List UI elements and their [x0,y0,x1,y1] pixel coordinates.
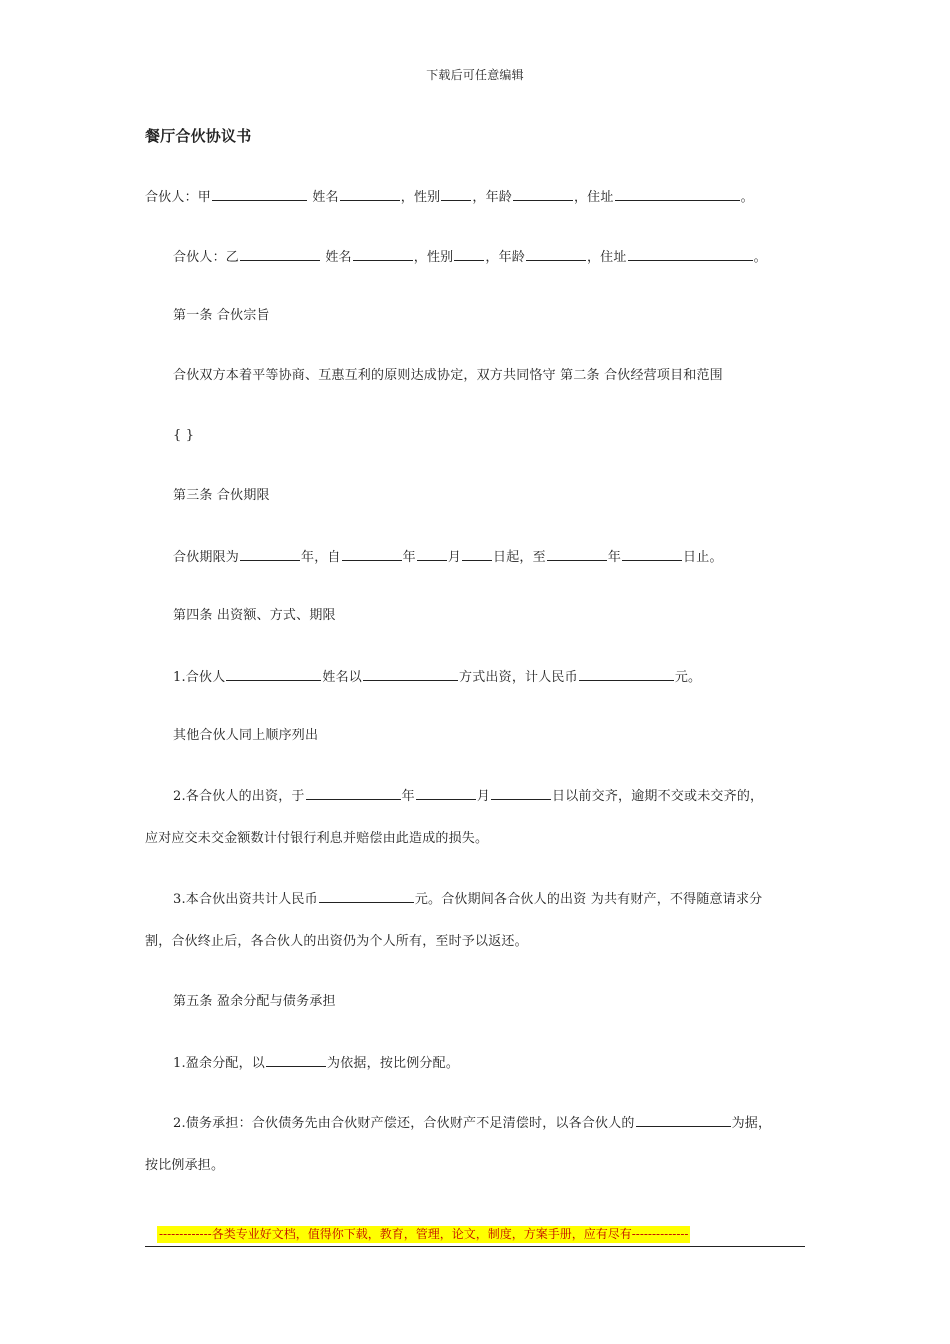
partner-b-end: 。 [753,250,767,265]
partner-b-gender-blank [454,247,484,261]
partner-a-line [145,187,754,207]
partner-b-age-blank [526,247,586,261]
partner-a-blank [212,187,307,201]
end-year-label: 年 [607,550,622,565]
article-5-item-2 [173,1113,771,1133]
item1-partner-blank [226,667,321,681]
footer-banner [145,1226,805,1247]
start-day-label: 日起，至 [493,550,546,565]
partner-a-gender-blank [441,187,471,201]
partner-b-prefix: 合伙人：乙 [173,250,240,265]
term-years-label: 年，自 [301,550,341,565]
article-4-item-1 [173,667,701,687]
article-4-heading: 第四条 出资额、方式、期限 [173,608,336,623]
start-month-blank [417,547,447,561]
partner-b-name-label: 姓名 [325,250,352,265]
partner-b-address-label: ，住址 [586,250,627,265]
item1-amount-blank [579,667,674,681]
partner-b-address-blank [628,247,753,261]
item2-day-label: 日以前交齐，逾期不交或未交齐的， [552,789,764,804]
partner-a-address-blank [615,187,740,201]
article-4-item-3 [173,889,762,909]
document-title: 餐厅合伙协议书 [145,127,252,145]
item2-label: 2.各合伙人的出资，于 [173,789,305,804]
partner-a-address-label: ，住址 [573,190,614,205]
profit-basis-blank [266,1053,326,1067]
page-header: 下载后可任意编辑 [426,68,524,82]
partner-b-name-blank [353,247,413,261]
item2-day-blank [491,786,551,800]
partner-a-name-blank [340,187,400,201]
item2-year-label: 年 [401,789,415,804]
partner-b-blank [240,247,320,261]
item1-method-blank [363,667,458,681]
end-day-blank [622,547,682,561]
item3-amount-blank [319,889,414,903]
article-5-item-2-cont: 按比例承担。 [145,1158,225,1173]
debt-text: 为据， [731,1116,772,1131]
item1-amount-label: 元。 [674,670,702,685]
article-3-term-line [173,547,723,567]
end-day-label: 日止。 [683,550,723,565]
item3-text: 元。合伙期间各合伙人的出资 为共有财产，不得随意请求分 [414,892,763,907]
article-4-note: 其他合伙人同上顺序列出 [173,728,319,743]
debt-basis-blank [636,1113,731,1127]
partner-a-name-label: 姓名 [312,190,339,205]
partner-a-age-label: ，年龄 [472,190,512,205]
article-5-heading: 第五条 盈余分配与债务承担 [173,994,336,1009]
item1-method-label: 方式出资，计人民币 [459,670,578,685]
partner-a-prefix: 合伙人：甲 [145,190,212,205]
partner-b-line [173,247,767,267]
partner-b-gender-label: ，性别 [413,250,454,265]
article-5-item-1 [173,1053,459,1073]
item2-month-label: 月 [476,789,491,804]
article-2-scope-braces: { } [173,428,195,443]
debt-label: 2.债务承担：合伙债务先由合伙财产偿还，合伙财产不足清偿时，以各合伙人的 [173,1116,635,1131]
start-month-label: 月 [447,550,462,565]
article-4-item-2-cont: 应对应交未交金额数计付银行利息并赔偿由此造成的损失。 [145,831,489,846]
partner-b-age-label: ，年龄 [485,250,525,265]
start-year-label: 年 [402,550,416,565]
item1-name-label: 姓名以 [322,670,363,685]
item2-month-blank [416,786,476,800]
item3-label: 3.本合伙出资共计人民币 [173,892,318,907]
profit-text: 为依据，按比例分配。 [327,1056,460,1071]
article-1-text: 合伙双方本着平等协商、互惠互利的原则达成协定，双方共同恪守 第二条 合伙经营项目和范围 [173,368,723,383]
partner-a-gender-label: ，性别 [400,190,441,205]
end-year-blank [547,547,607,561]
article-1-heading: 第一条 合伙宗旨 [173,308,270,323]
article-3-heading: 第三条 合伙期限 [173,488,270,503]
item2-year-blank [306,786,401,800]
partner-a-age-blank [513,187,573,201]
item1-partner-label: 1.合伙人 [173,670,226,685]
footer-text: -------------各类专业好文档，值得你下载，教育，管理，论文，制度，方案手册，应有尽有-------------- [159,1227,689,1241]
partner-a-end: 。 [740,190,754,205]
article-4-item-3-cont: 割，合伙终止后，各合伙人的出资仍为个人所有，至时予以返还。 [145,934,528,949]
start-day-blank [462,547,492,561]
start-year-blank [342,547,402,561]
profit-label: 1.盈余分配，以 [173,1056,266,1071]
article-4-item-2 [173,786,763,806]
term-years-blank [240,547,300,561]
term-label: 合伙期限为 [173,550,240,565]
